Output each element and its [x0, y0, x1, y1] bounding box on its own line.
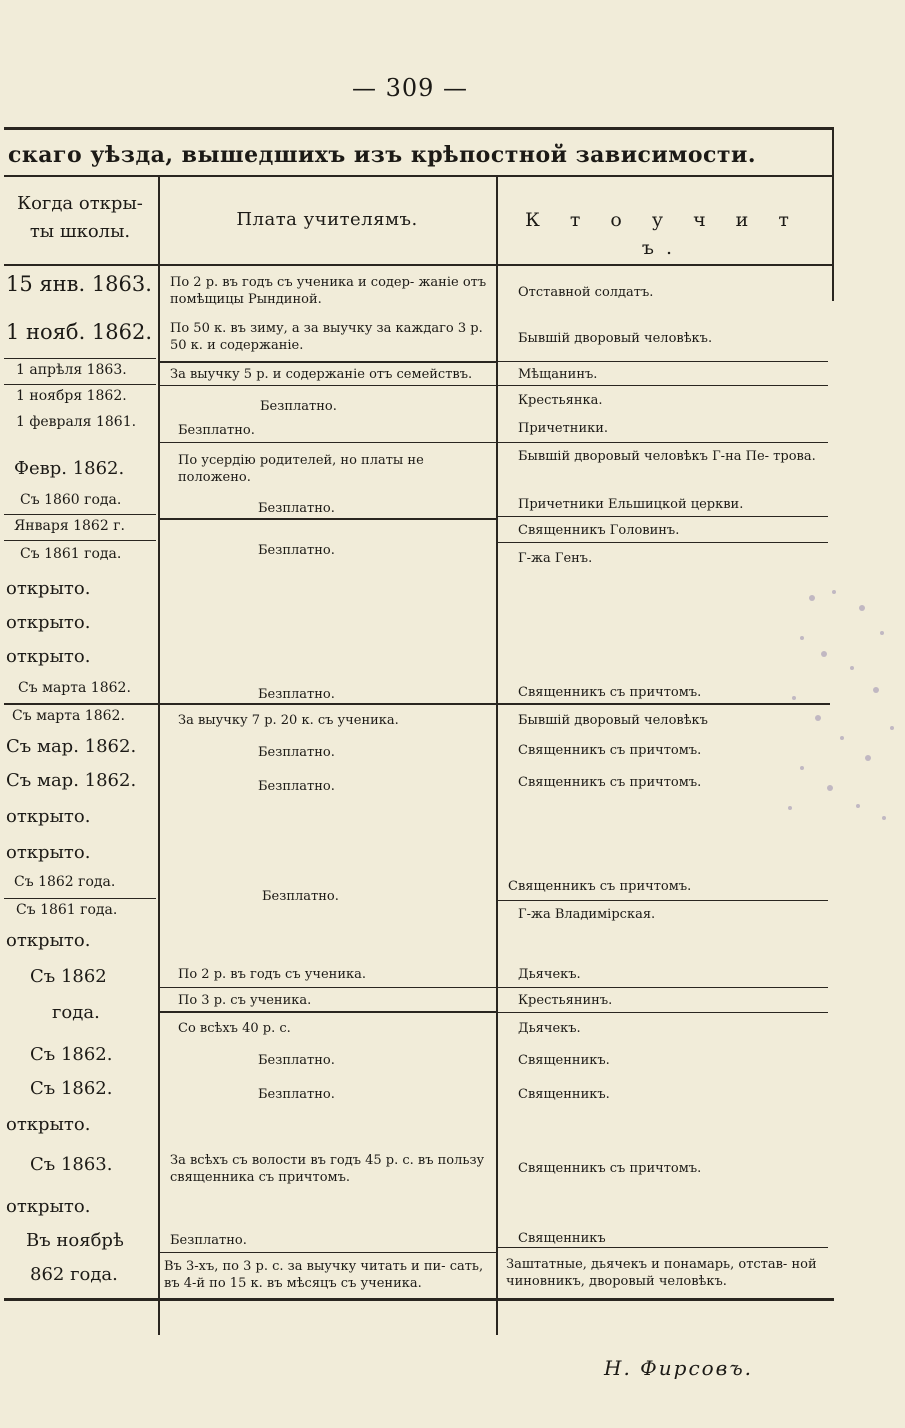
- teacher-cell: Бывшій дворовый человѣкъ.: [518, 331, 713, 346]
- bottom-rule: [4, 1298, 834, 1301]
- teacher-cell: Крестьянинъ.: [518, 993, 613, 1008]
- heading-rule: [4, 175, 834, 177]
- row-separator: [160, 442, 496, 443]
- signature: Н. Фирсовъ.: [604, 1356, 754, 1380]
- pay-cell: Безплатно.: [258, 1053, 335, 1068]
- teacher-cell: Дьячекъ.: [518, 1021, 581, 1036]
- teacher-cell: Священникъ съ причтомъ.: [518, 1161, 702, 1176]
- opened-cell: открыто.: [6, 930, 91, 951]
- row-separator: [498, 385, 828, 386]
- pay-cell: По 2 р. въ годъ съ ученика.: [178, 967, 367, 982]
- opened-cell: открыто.: [6, 1196, 91, 1217]
- row-separator: [4, 703, 830, 705]
- pay-cell: Безплатно.: [262, 889, 339, 904]
- row-separator: [4, 514, 156, 515]
- opened-cell: Съ 1862 года.: [14, 874, 116, 890]
- pay-cell: Безплатно.: [258, 687, 335, 702]
- opened-cell: Января 1862 г.: [14, 518, 125, 534]
- teacher-cell: Священникъ съ причтомъ.: [508, 879, 692, 894]
- column-header-teacher: К т о у ч и т ъ.: [525, 209, 801, 259]
- opened-cell: открыто.: [6, 806, 91, 827]
- pay-cell: Въ 3-хъ, по 3 р. с. за выучку читать и пи- сать, въ 4-й по 15 к. въ мѣсяцъ съ ученика.: [164, 1259, 484, 1291]
- row-separator: [498, 542, 828, 543]
- opened-cell: Съ 1860 года.: [20, 492, 122, 508]
- opened-cell: 1 ноября 1862.: [16, 388, 127, 404]
- opened-cell: года.: [52, 1002, 100, 1023]
- row-separator: [160, 1011, 496, 1013]
- opened-cell: 1 нояб. 1862.: [6, 320, 153, 344]
- row-separator: [160, 385, 496, 386]
- teacher-cell: Г-жа Владимірская.: [518, 907, 656, 922]
- column-divider-2: [496, 175, 498, 1335]
- teacher-cell: Священникъ съ причтомъ.: [518, 775, 702, 790]
- teacher-cell: Крестьянка.: [518, 393, 603, 408]
- pay-cell: По усердію родителей, но платы не положено.: [178, 453, 424, 485]
- column-header-pay: Плата учителямъ.: [236, 209, 418, 230]
- opened-cell: 862 года.: [30, 1264, 118, 1285]
- row-separator: [498, 1012, 828, 1013]
- opened-cell: Съ мар. 1862.: [6, 736, 137, 757]
- teacher-cell: Мѣщанинъ.: [518, 367, 598, 382]
- teacher-cell: Священникъ Головинъ.: [518, 523, 680, 538]
- row-separator: [498, 442, 828, 443]
- opened-cell: Съ 1862.: [30, 1044, 113, 1065]
- teacher-cell: Отставной солдатъ.: [518, 285, 654, 300]
- teacher-cell: Заштатные, дьячекъ и понамарь, отстав- ной чиновникъ, дворовый человѣкъ.: [506, 1257, 817, 1289]
- pay-cell: Безплатно.: [178, 423, 255, 438]
- opened-cell: Съ марта 1862.: [18, 680, 131, 696]
- opened-cell: 1 апрѣля 1863.: [16, 362, 127, 378]
- teacher-cell: Причетники.: [518, 421, 609, 436]
- header-bottom-rule: [4, 264, 834, 266]
- row-separator: [160, 1252, 496, 1253]
- teacher-cell: Священникъ съ причтомъ.: [518, 743, 702, 758]
- row-separator: [498, 1247, 828, 1248]
- pay-cell: По 2 р. въ годъ съ ученика и содер- жаніе отъ помѣщицы Рындиной.: [170, 275, 487, 307]
- opened-cell: Съ 1861 года.: [16, 902, 118, 918]
- pay-cell: За выучку 7 р. 20 к. съ ученика.: [178, 713, 399, 728]
- row-separator: [498, 900, 828, 901]
- row-separator: [160, 518, 496, 520]
- opened-cell: Съ 1861 года.: [20, 546, 122, 562]
- pay-cell: Безплатно.: [258, 779, 335, 794]
- column-header-opened: Когда откры- ты школы.: [17, 193, 143, 242]
- pay-cell: За выучку 5 р. и содержаніе отъ семействъ.: [170, 367, 473, 382]
- teacher-cell: Священникъ.: [518, 1053, 610, 1068]
- pay-cell: По 50 к. въ зиму, а за выучку за каждаго 3 р. 50 к. и содержаніе.: [170, 321, 483, 353]
- teacher-cell: Г-жа Генъ.: [518, 551, 593, 566]
- row-separator: [160, 361, 496, 363]
- pay-cell: Безплатно.: [258, 543, 335, 558]
- table-heading: скаго уѣзда, вышедшихъ изъ крѣпостной зависимости.: [8, 142, 757, 168]
- pay-cell: Безплатно.: [258, 745, 335, 760]
- opened-cell: Съ 1862.: [30, 1078, 113, 1099]
- pay-cell: Безплатно.: [260, 399, 337, 414]
- teacher-cell: Дьячекъ.: [518, 967, 581, 982]
- teacher-cell: Священникъ съ причтомъ.: [518, 685, 702, 700]
- opened-cell: 1 февраля 1861.: [16, 414, 137, 430]
- row-separator: [4, 358, 156, 359]
- pay-cell: По 3 р. съ ученика.: [178, 993, 312, 1008]
- pay-cell: За всѣхъ съ волости въ годъ 45 р. с. въ пользу священника съ причтомъ.: [170, 1153, 485, 1185]
- pay-cell: Безплатно.: [258, 1087, 335, 1102]
- pay-cell: Безплатно.: [170, 1233, 247, 1248]
- teacher-cell: Бывшій дворовый человѣкъ Г-на Пе- трова.: [518, 449, 816, 464]
- opened-cell: Съ мар. 1862.: [6, 770, 137, 791]
- row-separator: [498, 361, 828, 362]
- row-separator: [498, 516, 828, 517]
- opened-cell: Февр. 1862.: [14, 458, 125, 479]
- opened-cell: открыто.: [6, 1114, 91, 1135]
- opened-cell: открыто.: [6, 842, 91, 863]
- page-number: — 309 —: [351, 74, 469, 102]
- row-separator: [4, 540, 156, 541]
- top-rule: [4, 127, 834, 130]
- row-separator: [160, 987, 496, 988]
- opened-cell: 15 янв. 1863.: [6, 272, 152, 296]
- opened-cell: открыто.: [6, 646, 91, 667]
- teacher-cell: Причетники Ельшицкой церкви.: [518, 497, 744, 512]
- row-separator: [498, 987, 828, 988]
- opened-cell: Съ 1862: [30, 966, 107, 987]
- teacher-cell: Священникъ.: [518, 1087, 610, 1102]
- row-separator: [4, 384, 156, 385]
- opened-cell: Въ ноябрѣ: [26, 1230, 124, 1251]
- opened-cell: Съ марта 1862.: [12, 708, 125, 724]
- opened-cell: открыто.: [6, 578, 91, 599]
- pay-cell: Безплатно.: [258, 501, 335, 516]
- opened-cell: Съ 1863.: [30, 1154, 113, 1175]
- teacher-cell: Бывшій дворовый человѣкъ: [518, 713, 708, 728]
- pay-cell: Со всѣхъ 40 р. с.: [178, 1021, 291, 1036]
- teacher-cell: Священникъ: [518, 1231, 606, 1246]
- row-separator: [4, 898, 156, 899]
- right-border: [832, 127, 834, 301]
- opened-cell: открыто.: [6, 612, 91, 633]
- column-divider-1: [158, 175, 160, 1335]
- ink-stamp-mark: [772, 578, 902, 838]
